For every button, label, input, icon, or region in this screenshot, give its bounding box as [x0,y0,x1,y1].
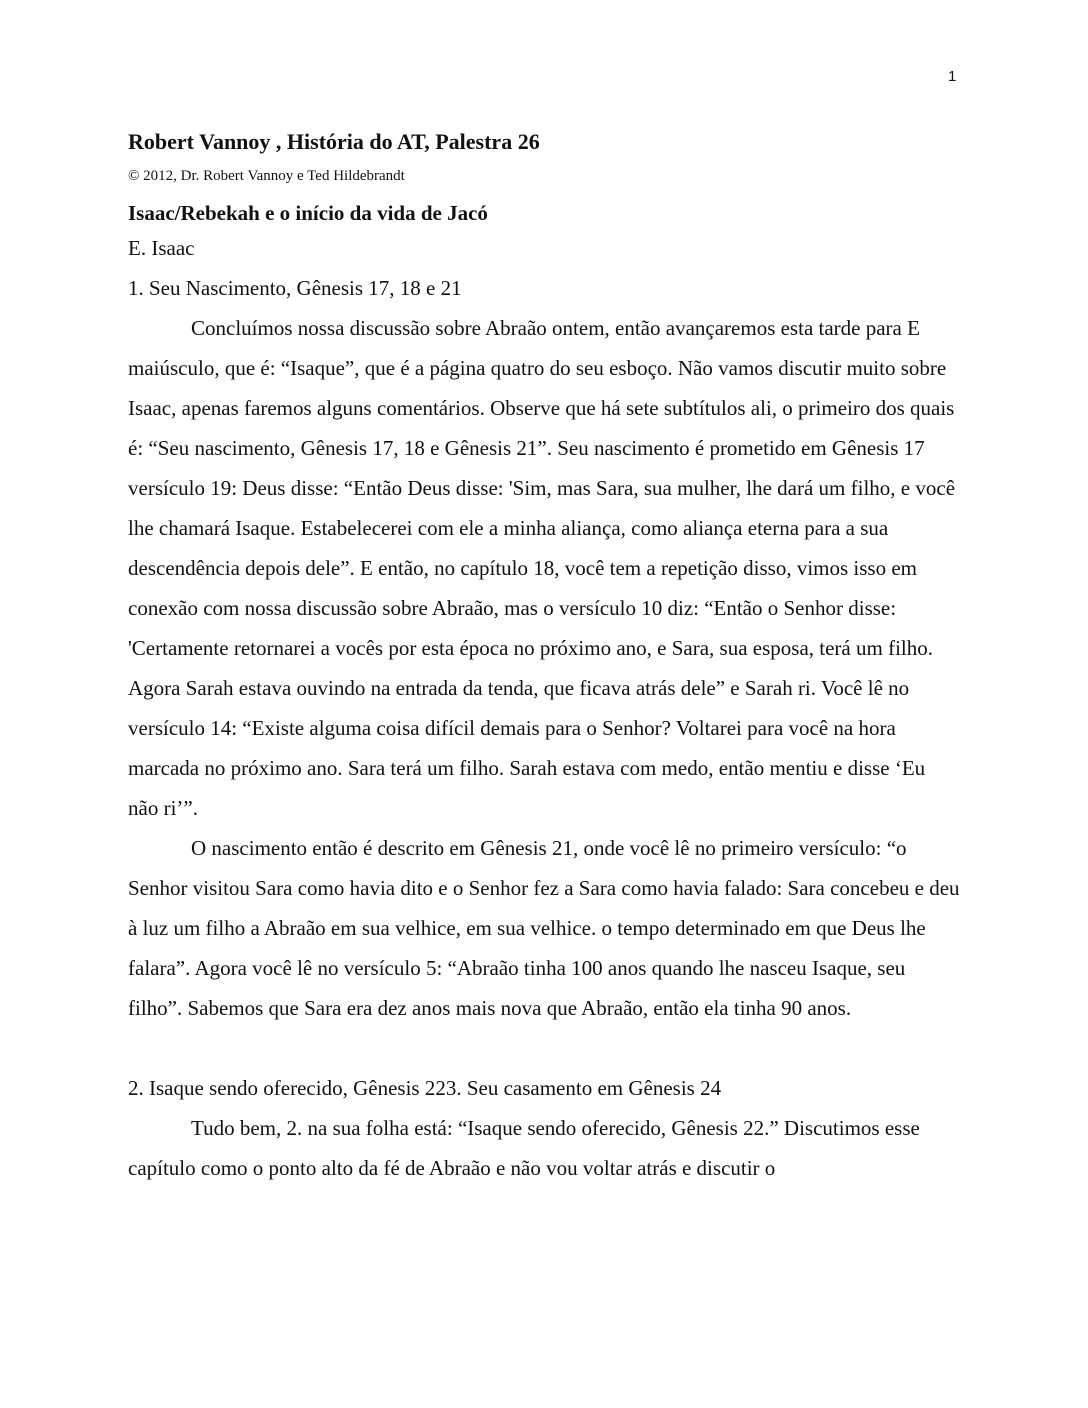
lecture-subtitle: Isaac/Rebekah e o início da vida de Jacó [128,201,488,225]
paragraph-offering: Tudo bem, 2. na sua folha está: “Isaque sendo oferecido, Gênesis 22.” Discutimos esse capítulo como o ponto alto da fé de Abraão e não vou voltar atrás e discutir o [128,1116,920,1180]
sub-heading-offering: 2. Isaque sendo oferecido, Gênesis 223. Seu casamento em Gênesis 24 [128,1076,722,1100]
paragraph-birth-promise: Concluímos nossa discussão sobre Abraão ontem, então avançaremos esta tarde para E maiúsculo, que é: “Isaque”, que é a página quatro do seu esboço. Não vamos discutir muito sobre Isaac, apenas faremos alguns comentários. Observe que há sete subtítulos ali, o primeiro dos quais é: “Seu nascimento, Gênesis 17, 18 e Gênesis 21”. Seu nascimento é prometido em Gênesis 17 versículo 19: Deus disse: “Então Deus disse: 'Sim, mas Sara, sua mulher, lhe dará um filho, e você lhe chamará Isaque. Estabelecerei com ele a minha aliança, como aliança eterna para a sua descendência depois dele”. E então, no capítulo 18, você tem a repetição disso, vimos isso em conexão com nossa discussão sobre Abraão, mas o versículo 10 diz: “Então o Senhor disse: 'Certamente retornarei a vocês por esta época no próximo ano, e Sara, sua esposa, terá um filho. Agora Sarah estava ouvindo na entrada da tenda, que ficava atrás dele” e Sarah ri. Você lê no versículo 14: “Existe alguma coisa difícil demais para o Senhor? Voltarei para você na hora marcada no próximo ano. Sara terá um filho. Sarah estava com medo, então mentiu e disse ‘Eu não ri’”. [128,316,956,820]
document-content [128,126,960,1188]
lecture-title: Robert Vannoy , História do AT, Palestra 26 [128,129,540,154]
sub-heading-birth: 1. Seu Nascimento, Gênesis 17, 18 e 21 [128,276,462,300]
paragraph-spacer [128,1028,960,1068]
copyright-line: © 2012, Dr. Robert Vannoy e Ted Hildebrandt [128,168,405,184]
section-heading: E. Isaac [128,236,195,260]
paragraph-birth-description: O nascimento então é descrito em Gênesis 21, onde você lê no primeiro versículo: “o Senhor visitou Sara como havia dito e o Senhor fez a Sara como havia falado: Sara concebeu e deu à luz um filho a Abraão em sua velhice, em sua velhice. o tempo determinado em que Deus lhe falara”. Agora você lê no versículo 5: “Abraão tinha 100 anos quando lhe nasceu Isaque, seu filho”. Sabemos que Sara era dez anos mais nova que Abraão, então ela tinha 90 anos. [128,836,960,1020]
page-number: 1 [948,68,957,85]
